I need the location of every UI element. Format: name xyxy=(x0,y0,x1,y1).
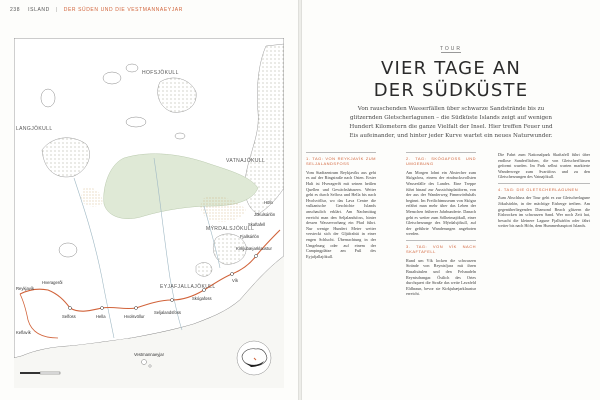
label-vestmannaeyjar: Vestmannaeyjar xyxy=(134,352,165,357)
label-reykjavik: Reykjavík xyxy=(16,286,35,291)
text-column-3 xyxy=(498,152,590,232)
label-keflavik: Keflavík xyxy=(16,330,31,335)
south-coast-map xyxy=(14,38,284,388)
section-heading-day2: 2. TAG: SKÓGAFOSS UND UMGEBUNG xyxy=(406,152,476,167)
glacier-eyjafjallajokull xyxy=(196,263,212,277)
tour-rule xyxy=(441,52,461,53)
body-text-day3-cont: Die Fahrt zum Nationalpark Skaftafell führt über endlose Sanderflächen, die von Gletscherflüssen geformt wurden. Im Park selbst warten markierte Wanderwege zum Svartifoss und zu den Gletscherzungen des Vatnajökull. xyxy=(498,152,590,180)
title-line-1: VIER TAGE AN xyxy=(380,58,522,79)
label-kirkjubaejarklaustur: Kirkjubæjarklaustur xyxy=(236,246,272,251)
body-text-day2: Am Morgen lohnt ein Abstecher zum Skógafoss, einem der eindrucksvollsten Wasserfälle des Landes. Eine Treppe führt hinauf zur Aussichtsplattform, von der aus der Wanderweg Fimmvörðuháls beginnt. Im Freilichtmuseum von Skógar erfährt man mehr über das Leben der Menschen früherer Jahrhunderte. Danach geht es weiter zum Sólheimajökull, einer Gletscherzunge des Mýrdalsjökull, auf der geführte Wanderungen angeboten werden. xyxy=(406,169,476,237)
chapter-label: ISLAND xyxy=(28,7,50,13)
label-selfoss: Selfoss xyxy=(62,314,76,319)
label-eyjafjallajokull: EYJAFJALLAJÖKULL xyxy=(160,284,216,290)
page-number: 238 xyxy=(10,7,21,13)
text-column-2 xyxy=(406,152,476,300)
page-title xyxy=(302,58,600,102)
section-title: DER SÜDEN UND DIE VESTMANNAEYJAR xyxy=(63,7,183,13)
label-hella: Hella xyxy=(96,314,106,319)
label-vatnajokull: VATNAJÖKULL xyxy=(226,158,266,164)
label-hvolsvollur: Hvolsvöllur xyxy=(124,314,145,319)
body-text-day4: Zum Abschluss der Tour geht es zur Gletscherlagune Jökulsárlón, in der mächtige Eisberge treiben. Am gegenüberliegenden Diamond Beach glitzern die Eisbrocken im schwarzen Sand. Wer noch Zeit hat, besucht die kleinere Lagune Fjallsárlón oder fährt weiter bis nach Höfn, dem Hummerhauptort Islands. xyxy=(498,195,590,229)
running-head xyxy=(10,7,183,13)
title-line-2: DER SÜDKÜSTE xyxy=(373,80,529,101)
label-jokulsarlon: Jökulsárlón xyxy=(254,212,276,217)
section-heading-day3: 3. TAG: VON VÍK NACH SKAFTAFELL xyxy=(406,240,476,255)
label-myrdalsjokull: MÝRDALSJÖKULL xyxy=(206,226,255,232)
tour-label: TOUR xyxy=(439,46,463,52)
label-hofsjokull: HOFSJÖKULL xyxy=(142,70,179,76)
section-heading-day4: 4. TAG: DIE GLETSCHERLAGUNEN xyxy=(498,183,590,192)
left-page xyxy=(0,0,298,400)
inset-iceland-map xyxy=(237,341,271,375)
label-hofn: Höfn xyxy=(264,200,273,205)
divider: | xyxy=(55,7,58,13)
label-skogafoss: Skógafoss xyxy=(192,296,212,301)
body-text-day1: Vom Stadtzentrum Reykjavíks aus geht es auf der Ringstraße nach Osten. Erster Halt ist Hveragerði mit seinen heißen Quellen und Gewächshäusern. Weiter geht es durch Selfoss und Hella bis nach Hvolsvöllur, wo das Lava Centre die vulkanische Geschichte Islands anschaulich erklärt. Am Nachmittag erreicht man den Seljalandsfoss, hinter dessen Wasservorhang ein Pfad führt. Nur wenige Hundert Meter weiter versteckt sich der Gljúfrabúi in einer engen Schlucht. Übernachtung in der Umgebung oder auf einem der Campingplätze am Fuß des Eyjafjallajökull. xyxy=(306,169,376,259)
right-page xyxy=(302,0,600,400)
section-heading-day1: 1. TAG: VON REYKJAVÍK ZUM SELJALANDSFOSS xyxy=(306,152,376,167)
label-seljalandsfoss: Seljalandsfoss xyxy=(154,310,182,315)
body-text-day3: Rund um Vík locken die schwarzen Strände von Reynisfjara mit ihren Basaltsäulen und den Felsnadeln Reynisdrangar. Östlich des Ortes durchquert die Straße das weite Lavafeld Eldhraun, bevor sie Kirkjubæjarklaustur erreicht. xyxy=(406,257,476,297)
label-hveragerdi: Hveragerði xyxy=(42,280,63,285)
text-column-1 xyxy=(306,152,376,262)
label-vik: Vík xyxy=(232,278,239,283)
label-skaftafell: Skaftafell xyxy=(248,222,266,227)
map-scale xyxy=(20,372,60,374)
label-langjokull: LANGJÖKULL xyxy=(16,126,53,132)
label-fjallsarlon: Fjallsárlón xyxy=(240,234,260,239)
lede-paragraph: Von rauschenden Wasserfällen über schwarze Sandstrände bis zu glitzernden Gletscherlagunen – die Südküste Islands zeigt auf wenigen Hundert Kilometern die ganze Vielfalt der Insel. Hier treffen Feuer und Eis aufeinander, und hinter jeder Kurve wartet ein neues Naturwunder. xyxy=(349,106,553,139)
